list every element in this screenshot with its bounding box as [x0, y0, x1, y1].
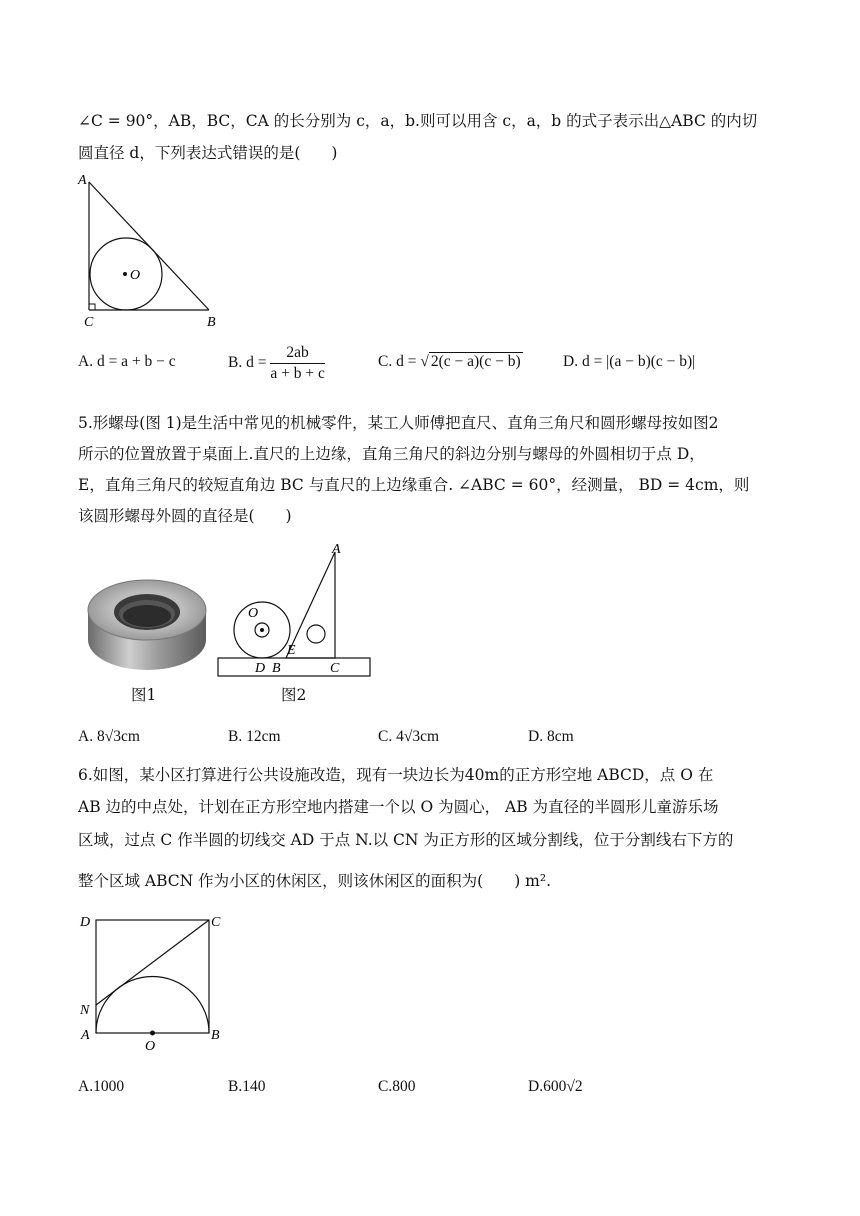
q6-label-C: C [211, 915, 221, 930]
q6-option-c[interactable]: C.800 [378, 1078, 416, 1095]
q5-stem-line2: 所示的位置放置于桌面上.直尺的上边缘，直角三角尺的斜边分别与螺母的外圆相切于点 D， [78, 445, 705, 463]
q5-option-b[interactable]: B. 12cm [228, 728, 281, 745]
q6-stem-line2: AB 边的中点处，计划在正方形空地内搭建一个以 O 为圆心， AB 为直径的半圆形儿童游乐场 [78, 798, 719, 816]
q4-option-c-prefix: C. d = [378, 353, 417, 370]
q4-option-b[interactable] [228, 343, 325, 384]
q4-option-a[interactable]: A. d = a + b − c [78, 353, 176, 370]
q4-label-C: C [84, 315, 94, 330]
q5-stem-line1: 5.形螺母(图 1)是生活中常见的机械零件，某工人师傅把直尺、直角三角尺和圆形螺母按如图2 [78, 414, 719, 432]
q5-fig1-caption: 图1 [131, 686, 157, 704]
q6-option-a[interactable]: A.1000 [78, 1078, 125, 1095]
q6-label-A: A [81, 1028, 90, 1043]
q4-option-b-fraction [270, 343, 325, 384]
q6-square-figure [74, 905, 234, 1055]
q6-stem-line4: 整个区域 ABCN 作为小区的休闲区，则该休闲区的面积为( ) m². [78, 872, 552, 890]
q6-label-O: O [145, 1039, 156, 1054]
q5-stem-line4: 该圆形螺母外圆的直径是( ) [78, 507, 292, 525]
q5-fig2-caption: 图2 [281, 686, 307, 704]
q6-option-b[interactable]: B.140 [228, 1078, 266, 1095]
q5-option-a[interactable]: A. 8√3cm [78, 728, 140, 745]
q6-stem-line3: 区域，过点 C 作半圆的切线交 AD 于点 N.以 CN 为正方形的区域分割线，位于分割线右下方的 [78, 831, 734, 849]
q5-stem-line3: E，直角三角尺的较短直角边 BC 与直尺的上边缘重合. ∠ABC = 60°，经测量， BD = 4cm，则 [78, 476, 750, 494]
q5-label-D: D [255, 661, 266, 676]
q4-label-A: A [78, 173, 87, 188]
q4-option-c[interactable]: C. d = √ 2(c − a)(c − b) [378, 353, 521, 370]
q6-stem-line1: 6.如图，某小区打算进行公共设施改造，现有一块边长为40m的正方形空地 ABCD，点 O 在 [78, 766, 714, 784]
q6-label-B: B [211, 1028, 220, 1043]
q4-label-O: O [130, 268, 141, 283]
q6-label-N: N [80, 1003, 90, 1018]
q4-option-b-numerator: 2ab [270, 343, 325, 364]
q4-option-b-denominator: a + b + c [270, 365, 325, 382]
q6-label-D: D [80, 915, 91, 930]
q4-option-d[interactable]: D. d = |(a − b)(c − b)| [563, 353, 696, 370]
q5-option-d[interactable]: D. 8cm [528, 728, 574, 745]
q5-fig2-diagram [215, 538, 375, 683]
q6-option-d[interactable]: D.600√2 [528, 1078, 583, 1095]
q5-label-E: E [287, 643, 296, 658]
q4-option-c-radicand: 2(c − a)(c − b) [430, 353, 521, 370]
q4-triangle-figure [72, 170, 232, 335]
q4-stem-line2: 圆直径 d，下列表达式错误的是( ) [78, 144, 338, 162]
q5-label-O: O [248, 606, 259, 621]
q4-option-b-prefix: B. d = [228, 354, 267, 372]
q5-nut-photo [80, 568, 215, 678]
q5-option-c[interactable]: C. 4√3cm [378, 728, 440, 745]
q5-label-B: B [272, 661, 281, 676]
q4-label-B: B [207, 315, 216, 330]
q5-label-C: C [330, 661, 340, 676]
q4-stem-line1: ∠C = 90°，AB，BC，CA 的长分别为 c，a，b.则可以用含 c，a，b 的式子表示出△ABC 的内切 [78, 112, 758, 130]
q5-label-A: A [332, 542, 341, 557]
